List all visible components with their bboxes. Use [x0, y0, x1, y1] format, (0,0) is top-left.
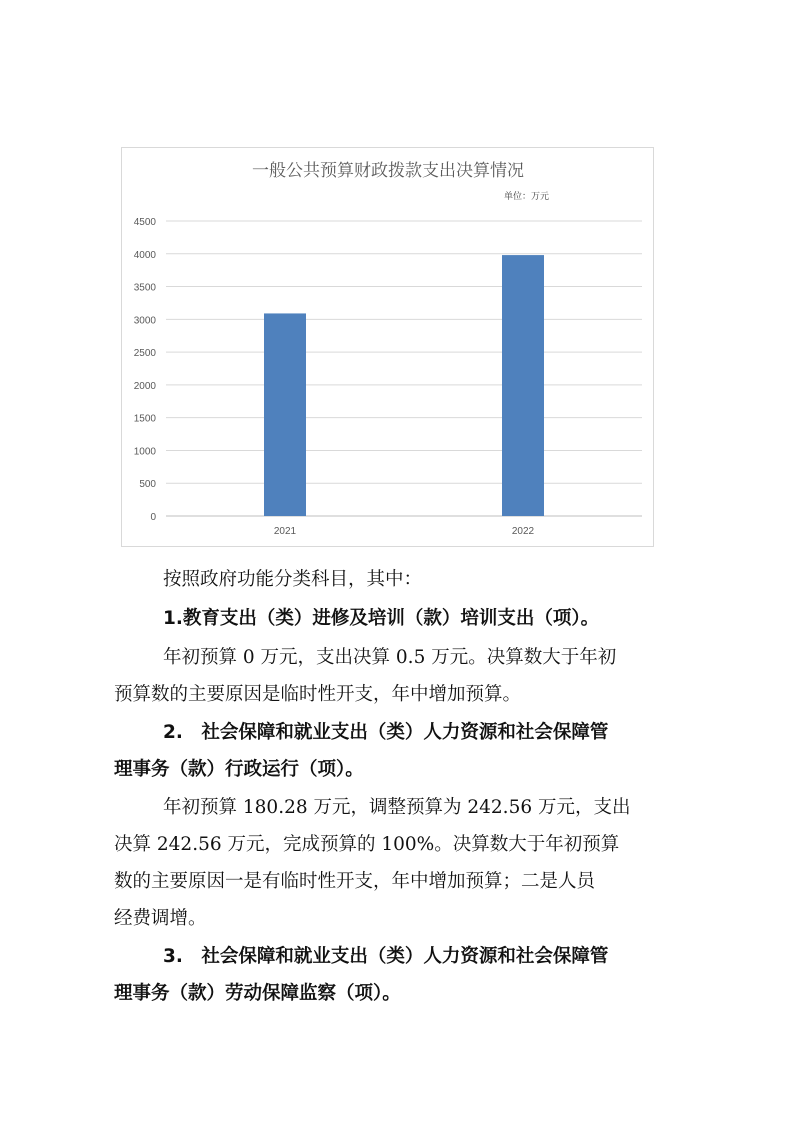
intro-text: 按照政府功能分类科目，其中：	[163, 569, 423, 590]
y-tick-label: 500	[139, 479, 156, 491]
bar-2021	[264, 313, 306, 516]
bar-chart	[121, 147, 654, 547]
item2-heading-line1: 2. 社会保障和就业支出（类）人力资源和社会保障管	[163, 722, 609, 743]
y-tick-label: 3000	[133, 315, 156, 327]
y-tick-label: 1500	[133, 413, 156, 425]
y-tick-label: 2500	[133, 348, 156, 360]
bar-2022	[502, 255, 544, 516]
item2-body-line4: 经费调增。	[114, 908, 207, 929]
y-tick-label: 0	[150, 512, 156, 523]
y-tick-label: 4500	[133, 217, 156, 228]
chart-title: 一般公共预算财政拨款支出决算情况	[252, 161, 524, 181]
item1-heading: 1.教育支出（类）进修及培训（款）培训支出（项）。	[163, 608, 600, 629]
item1-body-line2: 预算数的主要原因是临时性开支，年中增加预算。	[114, 684, 522, 705]
item1-body-line1: 年初预算 0 万元，支出决算 0.5 万元。决算数大于年初	[163, 647, 617, 668]
y-tick-label: 4000	[133, 249, 156, 261]
y-tick-label: 2000	[133, 380, 156, 392]
item2-body-line2: 决算 242.56 万元，完成预算的 100%。决算数大于年初预算	[114, 834, 620, 855]
item2-body-line3: 数的主要原因一是有临时性开支，年中增加预算；二是人员	[114, 871, 596, 892]
x-tick-label: 2022	[511, 526, 535, 537]
item3-heading-line1: 3. 社会保障和就业支出（类）人力资源和社会保障管	[163, 946, 609, 967]
item2-body-line1: 年初预算 180.28 万元，调整预算为 242.56 万元，支出	[163, 797, 631, 818]
x-tick-label: 2021	[273, 526, 297, 537]
chart-unit: 单位：万元	[503, 192, 549, 202]
item3-heading-line2: 理事务（款）劳动保障监察（项）。	[114, 983, 401, 1004]
y-tick-label: 1000	[133, 446, 156, 458]
item2-heading-line2: 理事务（款）行政运行（项）。	[114, 759, 364, 780]
y-tick-label: 3500	[133, 282, 156, 294]
chart-svg	[122, 148, 655, 548]
